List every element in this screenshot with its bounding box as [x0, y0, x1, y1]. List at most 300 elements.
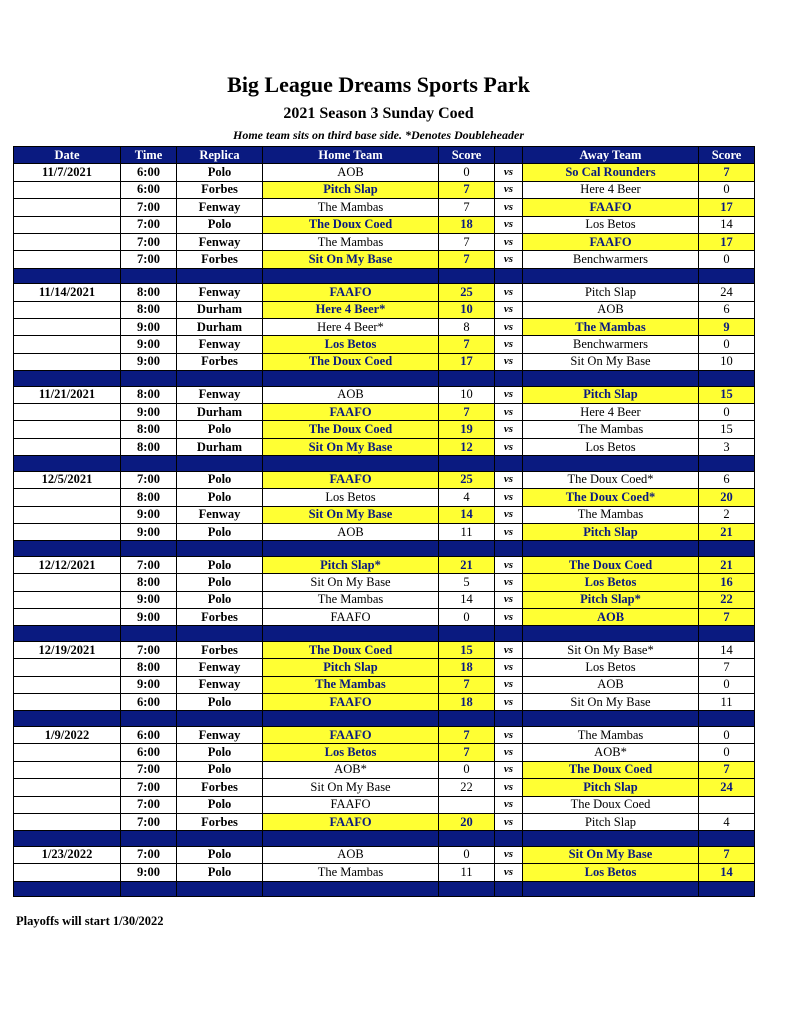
column-header-vs [495, 147, 523, 164]
away-team: Los Betos [523, 216, 699, 233]
vs-label: vs [495, 181, 523, 198]
week-separator [14, 371, 755, 387]
separator-cell [495, 371, 523, 387]
home-team: The Mambas [263, 591, 439, 608]
game-time: 9:00 [121, 676, 177, 693]
vs-label: vs [495, 813, 523, 830]
game-date [14, 199, 121, 216]
separator-cell [439, 371, 495, 387]
away-score: 9 [699, 319, 755, 336]
vs-label: vs [495, 404, 523, 421]
game-date [14, 489, 121, 506]
home-score: 5 [439, 574, 495, 591]
game-field: Fenway [177, 659, 263, 676]
vs-label: vs [495, 319, 523, 336]
vs-label: vs [495, 846, 523, 863]
home-team: FAAFO [263, 284, 439, 301]
game-time: 7:00 [121, 779, 177, 796]
vs-label: vs [495, 489, 523, 506]
game-time: 6:00 [121, 694, 177, 711]
game-field: Fenway [177, 386, 263, 403]
game-field: Polo [177, 846, 263, 863]
away-team: Sit On My Base [523, 846, 699, 863]
game-date: 1/9/2022 [14, 726, 121, 743]
away-score: 17 [699, 233, 755, 250]
away-score [699, 796, 755, 813]
vs-label: vs [495, 744, 523, 761]
away-team: Pitch Slap* [523, 591, 699, 608]
week-separator [14, 456, 755, 472]
game-field: Polo [177, 744, 263, 761]
away-score: 14 [699, 216, 755, 233]
game-date [14, 319, 121, 336]
game-date [14, 813, 121, 830]
game-time: 9:00 [121, 404, 177, 421]
home-score: 11 [439, 864, 495, 881]
separator-cell [439, 831, 495, 847]
away-score: 24 [699, 284, 755, 301]
separator-cell [523, 371, 699, 387]
separator-cell [495, 541, 523, 557]
home-score: 12 [439, 438, 495, 455]
game-date [14, 336, 121, 353]
away-team: FAAFO [523, 199, 699, 216]
separator-cell [495, 711, 523, 727]
game-date [14, 506, 121, 523]
game-time: 7:00 [121, 761, 177, 778]
game-time: 8:00 [121, 438, 177, 455]
home-team: FAAFO [263, 813, 439, 830]
schedule-note: Home team sits on third base side. *Denotes Doubleheader [233, 128, 524, 142]
away-team: Pitch Slap [523, 284, 699, 301]
game-field: Polo [177, 421, 263, 438]
game-field: Forbes [177, 641, 263, 658]
column-header-away-score: Score [699, 147, 755, 164]
away-team: The Doux Coed [523, 796, 699, 813]
separator-cell [14, 881, 121, 897]
away-team: The Doux Coed [523, 556, 699, 573]
game-row [14, 421, 755, 438]
game-time: 8:00 [121, 386, 177, 403]
game-time: 7:00 [121, 216, 177, 233]
game-row [14, 319, 755, 336]
vs-label: vs [495, 796, 523, 813]
week-separator [14, 541, 755, 557]
separator-cell [263, 456, 439, 472]
game-field: Polo [177, 574, 263, 591]
separator-cell [439, 456, 495, 472]
home-team: FAAFO [263, 796, 439, 813]
game-time: 9:00 [121, 319, 177, 336]
vs-label: vs [495, 591, 523, 608]
home-score: 7 [439, 404, 495, 421]
away-score: 7 [699, 761, 755, 778]
separator-cell [523, 626, 699, 642]
separator-cell [699, 711, 755, 727]
home-score: 18 [439, 216, 495, 233]
away-team: The Doux Coed [523, 761, 699, 778]
home-score: 7 [439, 336, 495, 353]
vs-label: vs [495, 608, 523, 625]
game-date [14, 181, 121, 198]
game-date [14, 301, 121, 318]
game-time: 9:00 [121, 591, 177, 608]
home-team: The Mambas [263, 864, 439, 881]
home-team: Pitch Slap [263, 181, 439, 198]
away-team: AOB [523, 608, 699, 625]
away-team: Los Betos [523, 438, 699, 455]
home-team: FAAFO [263, 694, 439, 711]
home-team: Sit On My Base [263, 438, 439, 455]
home-team: Sit On My Base [263, 251, 439, 268]
home-team: FAAFO [263, 726, 439, 743]
game-field: Forbes [177, 181, 263, 198]
separator-cell [14, 626, 121, 642]
separator-cell [699, 456, 755, 472]
away-team: The Doux Coed* [523, 489, 699, 506]
home-score: 18 [439, 659, 495, 676]
game-time: 7:00 [121, 846, 177, 863]
separator-cell [121, 626, 177, 642]
game-row [14, 641, 755, 658]
column-header-away-team: Away Team [523, 147, 699, 164]
away-score: 15 [699, 421, 755, 438]
separator-cell [699, 831, 755, 847]
away-score: 0 [699, 726, 755, 743]
page-title: Big League Dreams Sports Park [227, 72, 530, 97]
home-team: Here 4 Beer* [263, 301, 439, 318]
game-time: 9:00 [121, 336, 177, 353]
separator-cell [263, 831, 439, 847]
away-team: Sit On My Base* [523, 641, 699, 658]
game-row [14, 796, 755, 813]
home-team: The Doux Coed [263, 353, 439, 370]
home-team: Sit On My Base [263, 506, 439, 523]
game-date: 12/5/2021 [14, 471, 121, 488]
home-score: 7 [439, 199, 495, 216]
away-score: 7 [699, 164, 755, 181]
vs-label: vs [495, 864, 523, 881]
away-team: AOB* [523, 744, 699, 761]
home-team: The Doux Coed [263, 641, 439, 658]
home-team: The Mambas [263, 676, 439, 693]
home-score: 7 [439, 181, 495, 198]
game-date [14, 779, 121, 796]
separator-cell [439, 881, 495, 897]
separator-cell [14, 541, 121, 557]
away-score: 0 [699, 676, 755, 693]
vs-label: vs [495, 676, 523, 693]
home-team: Here 4 Beer* [263, 319, 439, 336]
game-field: Polo [177, 761, 263, 778]
game-row [14, 199, 755, 216]
away-team: Los Betos [523, 659, 699, 676]
game-date [14, 421, 121, 438]
home-team: Pitch Slap* [263, 556, 439, 573]
home-score: 10 [439, 301, 495, 318]
away-team: The Doux Coed* [523, 471, 699, 488]
away-team: So Cal Rounders [523, 164, 699, 181]
game-field: Durham [177, 438, 263, 455]
game-row [14, 164, 755, 181]
game-row [14, 726, 755, 743]
away-score: 7 [699, 608, 755, 625]
separator-cell [495, 626, 523, 642]
home-team: FAAFO [263, 471, 439, 488]
game-date [14, 233, 121, 250]
game-time: 7:00 [121, 796, 177, 813]
game-row [14, 608, 755, 625]
separator-cell [699, 541, 755, 557]
game-time: 7:00 [121, 471, 177, 488]
game-date: 12/12/2021 [14, 556, 121, 573]
home-score: 7 [439, 251, 495, 268]
game-field: Durham [177, 301, 263, 318]
home-team: AOB [263, 846, 439, 863]
away-team: Here 4 Beer [523, 181, 699, 198]
separator-cell [523, 268, 699, 284]
game-field: Fenway [177, 726, 263, 743]
home-score: 7 [439, 233, 495, 250]
home-score: 0 [439, 846, 495, 863]
home-team: AOB* [263, 761, 439, 778]
home-score: 7 [439, 744, 495, 761]
home-team: Sit On My Base [263, 779, 439, 796]
separator-cell [121, 541, 177, 557]
home-team: The Doux Coed [263, 216, 439, 233]
game-row [14, 523, 755, 540]
away-team: FAAFO [523, 233, 699, 250]
game-time: 9:00 [121, 864, 177, 881]
schedule-body [14, 164, 755, 897]
away-team: Pitch Slap [523, 386, 699, 403]
game-date [14, 216, 121, 233]
separator-cell [177, 711, 263, 727]
away-score: 10 [699, 353, 755, 370]
separator-cell [263, 626, 439, 642]
home-score: 14 [439, 591, 495, 608]
away-team: Pitch Slap [523, 523, 699, 540]
vs-label: vs [495, 251, 523, 268]
vs-label: vs [495, 199, 523, 216]
week-separator [14, 881, 755, 897]
away-team: Pitch Slap [523, 779, 699, 796]
vs-label: vs [495, 726, 523, 743]
game-time: 7:00 [121, 556, 177, 573]
week-separator [14, 626, 755, 642]
game-row [14, 386, 755, 403]
separator-cell [177, 268, 263, 284]
away-score: 6 [699, 301, 755, 318]
game-field: Fenway [177, 284, 263, 301]
home-score: 25 [439, 284, 495, 301]
game-field: Polo [177, 471, 263, 488]
vs-label: vs [495, 438, 523, 455]
game-time: 9:00 [121, 523, 177, 540]
separator-cell [177, 541, 263, 557]
game-date: 11/14/2021 [14, 284, 121, 301]
vs-label: vs [495, 641, 523, 658]
game-field: Polo [177, 164, 263, 181]
game-date: 1/23/2022 [14, 846, 121, 863]
separator-cell [439, 541, 495, 557]
game-date: 12/19/2021 [14, 641, 121, 658]
game-field: Forbes [177, 608, 263, 625]
away-score: 22 [699, 591, 755, 608]
away-team: Los Betos [523, 574, 699, 591]
separator-cell [439, 626, 495, 642]
away-score: 3 [699, 438, 755, 455]
away-score: 0 [699, 336, 755, 353]
separator-cell [14, 711, 121, 727]
game-row [14, 864, 755, 881]
away-team: Pitch Slap [523, 813, 699, 830]
separator-cell [523, 881, 699, 897]
game-time: 7:00 [121, 233, 177, 250]
away-score: 7 [699, 659, 755, 676]
separator-cell [439, 711, 495, 727]
separator-cell [495, 456, 523, 472]
week-separator [14, 268, 755, 284]
game-time: 8:00 [121, 421, 177, 438]
separator-cell [121, 831, 177, 847]
home-score: 19 [439, 421, 495, 438]
away-score: 6 [699, 471, 755, 488]
away-team: AOB [523, 301, 699, 318]
home-score: 8 [439, 319, 495, 336]
page-subtitle: 2021 Season 3 Sunday Coed [283, 105, 474, 122]
separator-cell [14, 456, 121, 472]
game-date [14, 608, 121, 625]
home-score: 17 [439, 353, 495, 370]
vs-label: vs [495, 353, 523, 370]
game-row [14, 284, 755, 301]
separator-cell [121, 456, 177, 472]
game-date: 11/7/2021 [14, 164, 121, 181]
week-separator [14, 711, 755, 727]
home-team: Los Betos [263, 489, 439, 506]
separator-cell [121, 371, 177, 387]
vs-label: vs [495, 233, 523, 250]
column-header-home-score: Score [439, 147, 495, 164]
vs-label: vs [495, 659, 523, 676]
game-field: Fenway [177, 506, 263, 523]
home-score: 15 [439, 641, 495, 658]
separator-cell [14, 268, 121, 284]
home-score: 0 [439, 164, 495, 181]
home-team: Pitch Slap [263, 659, 439, 676]
vs-label: vs [495, 556, 523, 573]
game-time: 7:00 [121, 813, 177, 830]
home-score: 20 [439, 813, 495, 830]
separator-cell [14, 371, 121, 387]
game-row [14, 336, 755, 353]
game-row [14, 591, 755, 608]
home-score: 21 [439, 556, 495, 573]
game-row [14, 846, 755, 863]
vs-label: vs [495, 301, 523, 318]
away-score: 11 [699, 694, 755, 711]
separator-cell [523, 456, 699, 472]
game-field: Durham [177, 319, 263, 336]
home-score: 22 [439, 779, 495, 796]
game-date [14, 574, 121, 591]
game-field: Durham [177, 404, 263, 421]
game-row [14, 779, 755, 796]
game-field: Polo [177, 556, 263, 573]
away-score: 21 [699, 523, 755, 540]
home-team: The Doux Coed [263, 421, 439, 438]
home-team: FAAFO [263, 608, 439, 625]
away-score: 14 [699, 641, 755, 658]
home-score: 4 [439, 489, 495, 506]
game-time: 6:00 [121, 181, 177, 198]
game-field: Polo [177, 694, 263, 711]
game-time: 6:00 [121, 726, 177, 743]
game-date [14, 353, 121, 370]
game-row [14, 556, 755, 573]
game-row [14, 181, 755, 198]
away-team: Los Betos [523, 864, 699, 881]
vs-label: vs [495, 284, 523, 301]
home-team: Los Betos [263, 744, 439, 761]
vs-label: vs [495, 779, 523, 796]
away-score: 16 [699, 574, 755, 591]
away-score: 0 [699, 181, 755, 198]
away-team: The Mambas [523, 726, 699, 743]
vs-label: vs [495, 421, 523, 438]
separator-cell [699, 626, 755, 642]
game-time: 6:00 [121, 744, 177, 761]
separator-cell [439, 268, 495, 284]
game-time: 9:00 [121, 506, 177, 523]
game-row [14, 489, 755, 506]
game-date [14, 676, 121, 693]
home-score: 10 [439, 386, 495, 403]
game-date [14, 591, 121, 608]
separator-cell [177, 371, 263, 387]
vs-label: vs [495, 523, 523, 540]
home-score: 7 [439, 726, 495, 743]
game-row [14, 301, 755, 318]
vs-label: vs [495, 216, 523, 233]
game-date [14, 761, 121, 778]
game-time: 6:00 [121, 164, 177, 181]
game-row [14, 694, 755, 711]
away-team: Sit On My Base [523, 694, 699, 711]
home-score: 18 [439, 694, 495, 711]
away-team: Benchwarmers [523, 251, 699, 268]
game-time: 7:00 [121, 199, 177, 216]
game-date [14, 694, 121, 711]
away-score: 2 [699, 506, 755, 523]
game-date [14, 438, 121, 455]
away-team: Benchwarmers [523, 336, 699, 353]
game-row [14, 761, 755, 778]
game-row [14, 438, 755, 455]
game-row [14, 216, 755, 233]
game-row [14, 471, 755, 488]
home-team: Los Betos [263, 336, 439, 353]
game-time: 7:00 [121, 251, 177, 268]
game-field: Polo [177, 864, 263, 881]
home-score: 25 [439, 471, 495, 488]
game-date: 11/21/2021 [14, 386, 121, 403]
home-score: 14 [439, 506, 495, 523]
away-team: The Mambas [523, 319, 699, 336]
away-team: Sit On My Base [523, 353, 699, 370]
game-row [14, 574, 755, 591]
